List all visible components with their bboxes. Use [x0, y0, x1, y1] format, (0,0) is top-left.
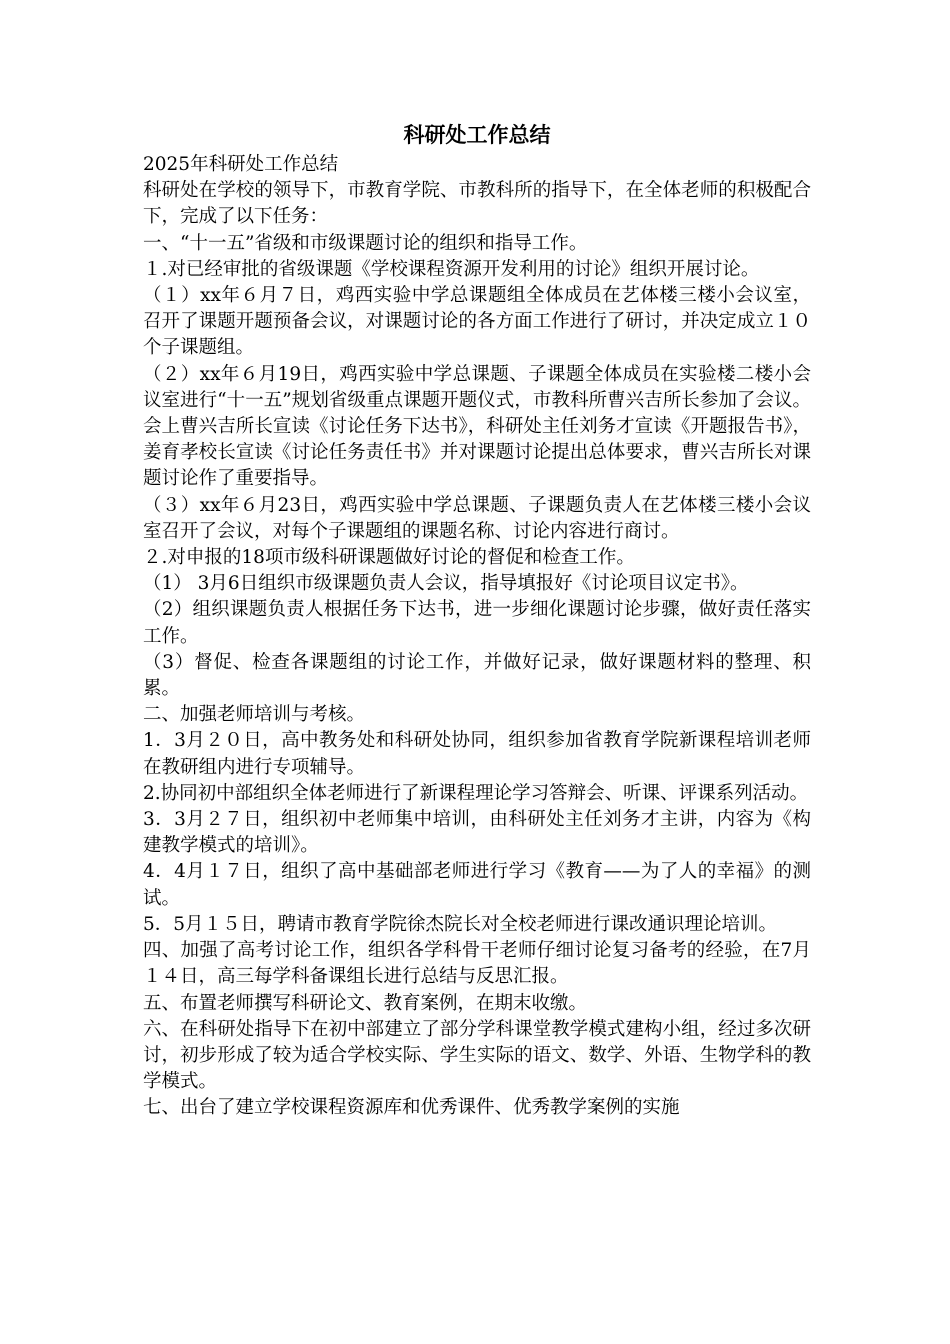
paragraph: 1．3月２０日，高中教务处和科研处协同，组织参加省教育学院新课程培训老师在教研组内进行专项辅导。	[143, 730, 811, 778]
paragraph: （2）组织课题负责人根据任务下达书，进一步细化课题讨论步骤，做好责任落实工作。	[143, 599, 811, 647]
paragraph: （２）xx年６月19日，鸡西实验中学总课题、子课题全体成员在实验楼二楼小会议室进行“十一五”规划省级重点课题开题仪式，市教科所曹兴吉所长参加了会议。会上曹兴吉所长宣读《讨论任务下达书》，科研处主任刘务才宣读《开题报告书》，姜育孝校长宣读《讨论任务责任书》并对课题讨论提出总体要求，曹兴吉所长对课题讨论作了重要指导。	[143, 363, 811, 490]
paragraph: 四、加强了高考讨论工作，组织各学科骨干老师仔细讨论复习备考的经验，在7月１４日，高三每学科备课组长进行总结与反思汇报。	[143, 940, 811, 988]
paragraph: 二、加强老师培训与考核。	[143, 704, 366, 726]
paragraph: （１）xx年６月７日，鸡西实验中学总课题组全体成员在艺体楼三楼小会议室，召开了课题开题预备会议，对课题讨论的各方面工作进行了研讨，并决定成立１０个子课题组。	[143, 285, 811, 359]
paragraph: （1） 3月6日组织市级课题负责人会议，指导填报好《讨论项目议定书》。	[143, 573, 749, 595]
paragraph: 2025年科研处工作总结	[143, 154, 339, 175]
document-page	[143, 118, 811, 1122]
paragraph: （3）督促、检查各课题组的讨论工作，并做好记录，做好课题材料的整理、积累。	[143, 651, 811, 700]
paragraph: 2.协同初中部组织全体老师进行了新课程理论学习答辩会、听课、评课系列活动。	[143, 782, 809, 804]
document-title: 科研处工作总结	[403, 122, 551, 147]
paragraph: 4．4月１７日，组织了高中基础部老师进行学习《教育——为了人的幸福》的测试。	[143, 861, 811, 909]
paragraph: １.对已经审批的省级课题《学校课程资源开发利用的讨论》组织开展讨论。	[143, 258, 760, 280]
paragraph: 3．3月２７日，组织初中老师集中培训，由科研处主任刘务才主讲，内容为《构建教学模式的培训》。	[143, 809, 811, 857]
paragraph: 科研处在学校的领导下，市教育学院、市教科所的指导下，在全体老师的积极配合下，完成了以下任务：	[143, 180, 811, 228]
paragraph: 一、“十一五”省级和市级课题讨论的组织和指导工作。	[143, 232, 588, 254]
paragraph: 六、在科研处指导下在初中部建立了部分学科课堂教学模式建构小组，经过多次研讨，初步形成了较为适合学校实际、学生实际的语文、数学、外语、生物学科的教学模式。	[143, 1018, 811, 1093]
paragraph: ２.对申报的18项市级科研课题做好讨论的督促和检查工作。	[143, 547, 635, 569]
paragraph: 七、出台了建立学校课程资源库和优秀课件、优秀教学案例的实施	[143, 1097, 680, 1119]
paragraph: 5．5月１５日，聘请市教育学院徐杰院长对全校老师进行课改通识理论培训。	[143, 913, 778, 935]
paragraph: （３）xx年６月23日，鸡西实验中学总课题、子课题负责人在艺体楼三楼小会议室召开了会议，对每个子课题组的课题名称、讨论内容进行商讨。	[143, 494, 811, 542]
paragraph: 五、布置老师撰写科研论文、教育案例，在期末收缴。	[143, 992, 588, 1014]
